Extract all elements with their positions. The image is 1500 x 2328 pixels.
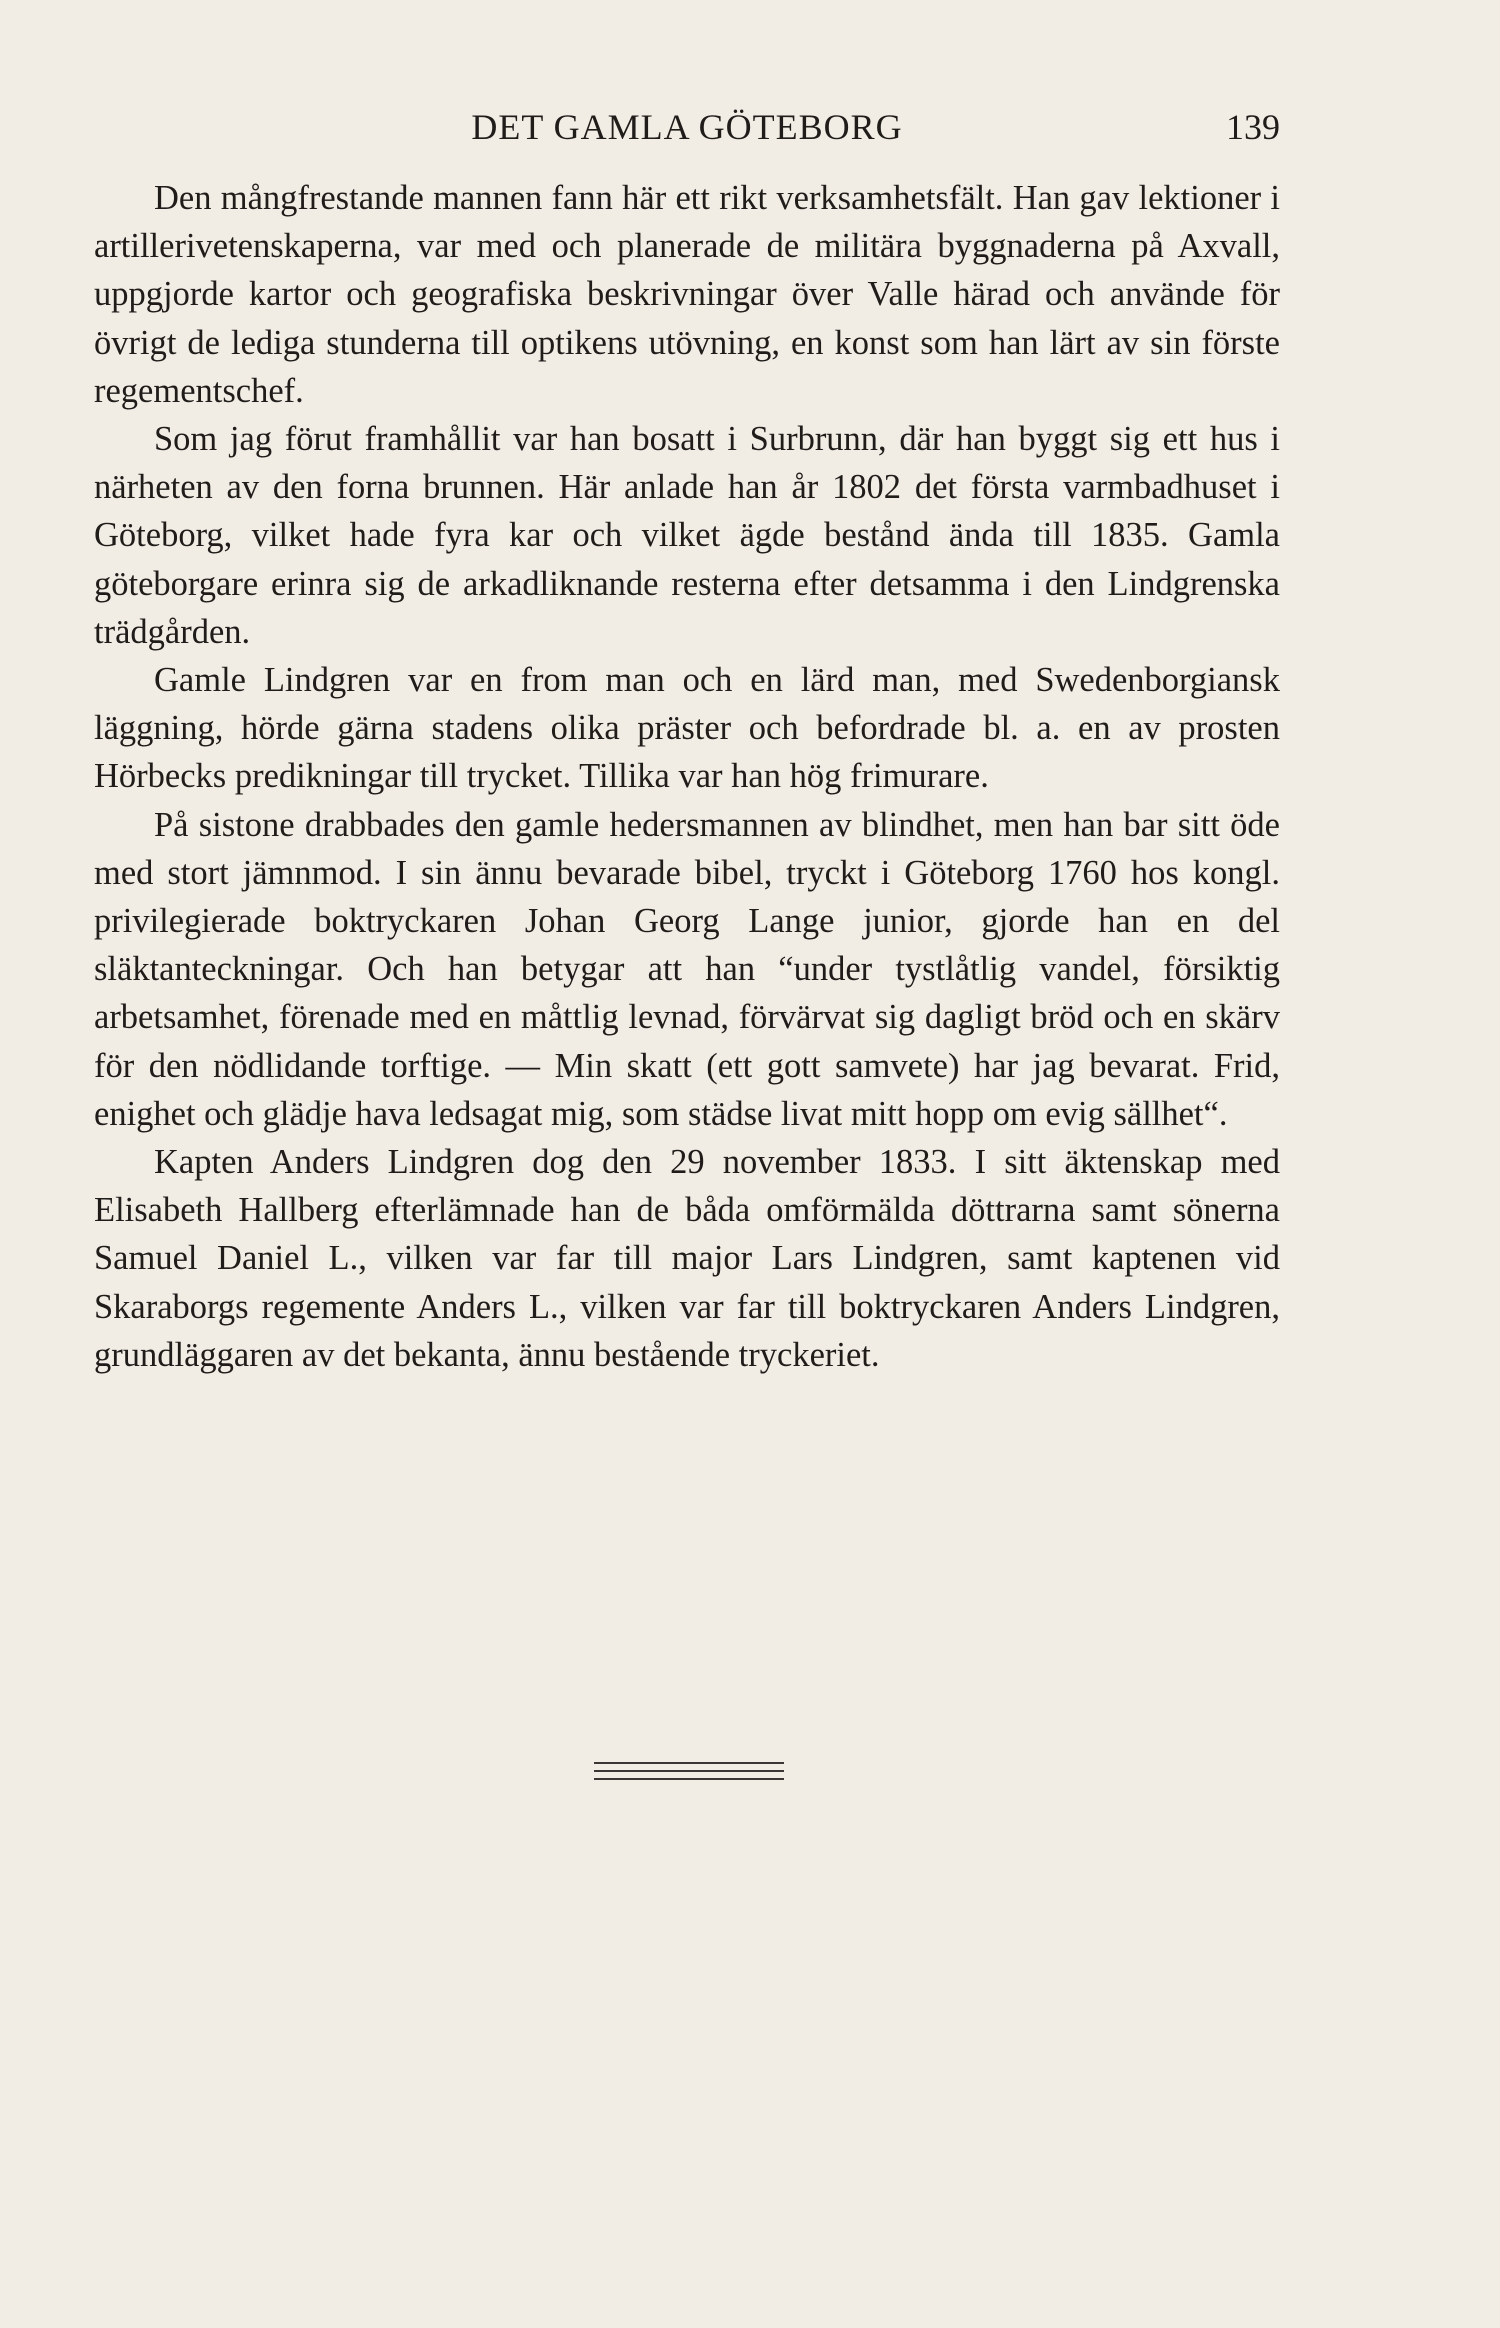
rule-line-top [594, 1762, 784, 1764]
paragraph-2: Som jag förut framhållit var han bosatt i Surbrunn, där han byggt sig ett hus i närheten av den forna brunnen. Här anlade han år 1802 det första varmbadhuset i Göteborg, vilket hade fyra kar och vilket ägde bestånd ända till 1835. Gamla göteborgare erinra sig de arkadliknande resterna efter detsamma i den Lindgrenska trädgården. [94, 420, 1280, 651]
paragraph-4: På sistone drabbades den gamle hedersmannen av blindhet, men han bar sitt öde med stort jämnmod. I sin ännu bevarade bibel, tryckt i Göteborg 1760 hos kongl. privilegierade boktryckaren Johan Georg Lange junior, gjorde han en del släktanteckningar. Och han betygar att han “under tystlåtlig vandel, försiktig arbetsamhet, förenade med en måttlig levnad, förvärvat sig dagligt bröd och en skärv för den nödlidande torftige. — Min skatt (ett gott samvete) har jag bevarat. Frid, enighet och glädje hava ledsagat mig, som städse livat mitt hopp om evig sällhet“. [94, 805, 1280, 1133]
paragraph-1: Den mångfrestande mannen fann här ett rikt verksamhetsfält. Han gav lektioner i artillerivetenskaperna, var med och planerade de militära byggnaderna på Axvall, uppgjorde kartor och geografiska beskrivningar över Valle härad och använde för övrigt de lediga stunderna till optikens utövning, en konst som han lärt av sin förste regementschef. [94, 179, 1280, 410]
running-title: DET GAMLA GÖTEBORG [471, 107, 903, 147]
running-header [94, 102, 1280, 152]
rule-line-bottom [594, 1778, 784, 1780]
paragraph-5: Kapten Anders Lindgren dog den 29 november 1833. I sitt äktenskap med Elisabeth Hallberg efterlämnade han de båda omförmälda döttrarna samt sönerna Samuel Daniel L., vilken var far till major Lars Lindgren, samt kaptenen vid Skaraborgs regemente Anders L., vilken var far till boktryckaren Anders Lindgren, grundläggaren av det bekanta, ännu bestående tryckeriet. [94, 1143, 1280, 1374]
page-number: 139 [1226, 107, 1280, 147]
paragraph-3: Gamle Lindgren var en from man och en lärd man, med Swedenborgiansk läggning, hörde gärna stadens olika präster och befordrade bl. a. en av prosten Hörbecks predikningar till trycket. Tillika var han hög frimurare. [94, 661, 1280, 796]
rule-line-middle [594, 1770, 784, 1772]
section-end-rule [594, 1762, 784, 1786]
body-text [94, 174, 1280, 1379]
